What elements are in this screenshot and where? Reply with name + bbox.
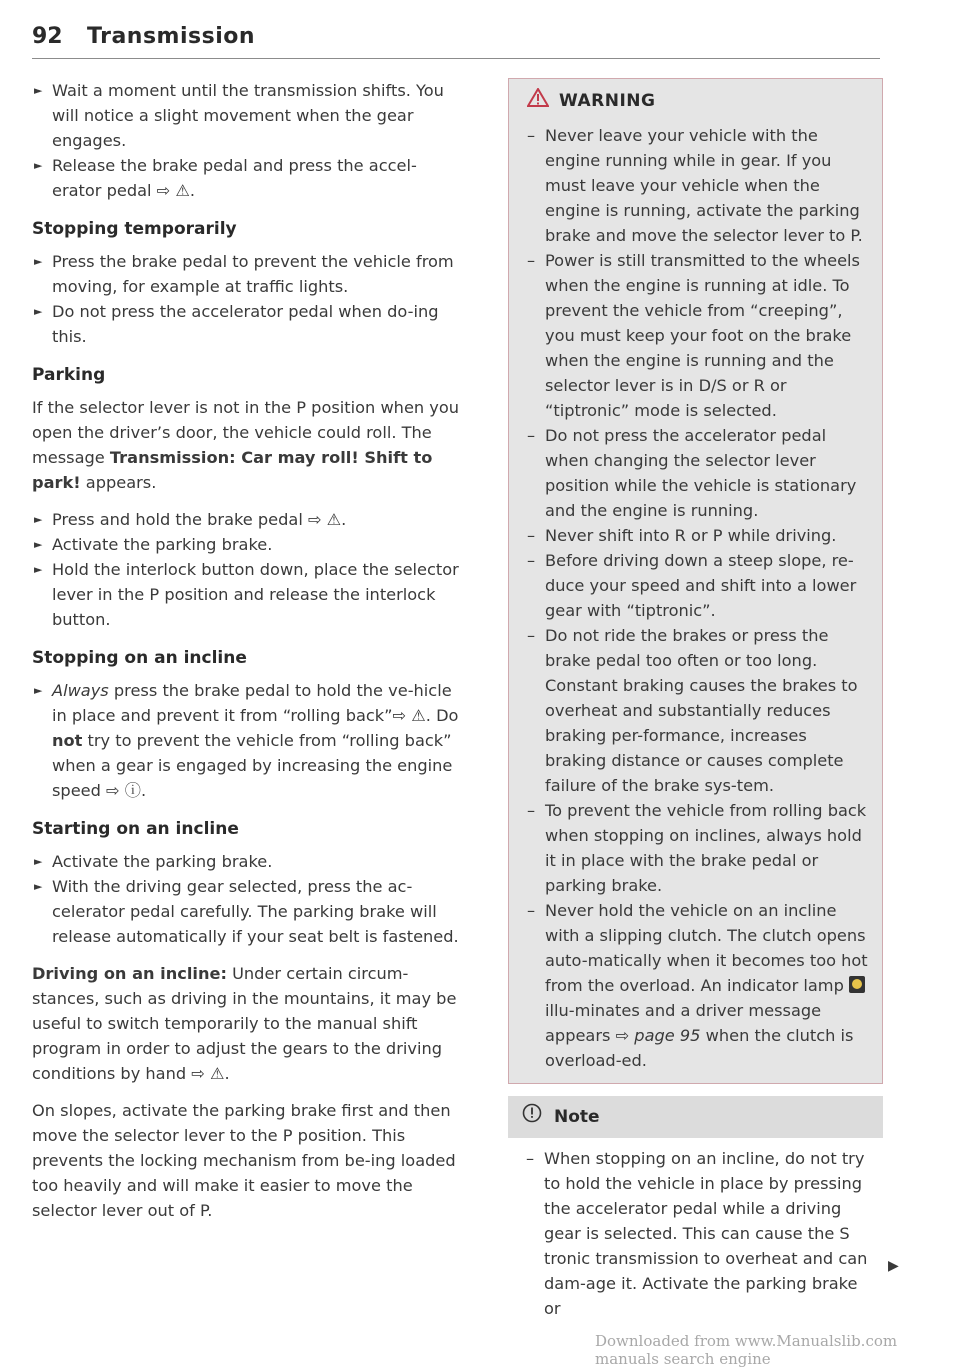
- bullet-icon: ►: [34, 84, 43, 97]
- warning-item: – Do not ride the brakes or press the brake pedal too often or too long. Constant braking causes the brakes to overheat and substantially reduces braking per-formance, increases braking distance or causes complete failure of the brake sys-tem.: [527, 626, 858, 795]
- note-body: [508, 1138, 883, 1321]
- step-item: ► With the driving gear selected, press the ac-celerator pedal carefully. The parking brake will release automatically if your seat belt is fastened.: [32, 874, 462, 949]
- warning-item: – To prevent the vehicle from rolling back when stopping on inclines, always hold it in place with the brake pedal or parking brake.: [527, 801, 867, 895]
- step-item: ► Release the brake pedal and press the accel-erator pedal ⇨ ⚠.: [32, 153, 462, 203]
- warning-box: [508, 78, 883, 1084]
- bullet-icon: ►: [34, 159, 43, 172]
- heading-parking: Parking: [32, 365, 106, 385]
- left-column: [32, 78, 462, 1223]
- driving-incline-paragraph: Driving on an incline: Under certain circum-stances, such as driving in the mountains, it may be useful to switch temporarily to the manual shift program in order to adjust the gears to the driving conditions by hand ⇨ ⚠.: [32, 964, 457, 1083]
- heading-stopping-on-incline: Stopping on an incline: [32, 648, 247, 668]
- step-item: ► Hold the interlock button down, place the selector lever in the P position and release the interlock button.: [32, 557, 462, 632]
- warning-item: – Power is still transmitted to the wheels when the engine is running at idle. To prevent the vehicle from “creeping”, you must keep your foot on the brake when the engine is running and the selector lever is in D/S or R or “tiptronic” mode is selected.: [527, 251, 860, 420]
- step-item: ► Press the brake pedal to prevent the vehicle from moving, for example at traffic lights.: [32, 249, 462, 299]
- note-title: Note: [554, 1106, 600, 1127]
- bullet-icon: ►: [34, 513, 43, 526]
- page-number: 92: [32, 24, 63, 49]
- warning-item: – Never shift into R or P while driving.: [527, 526, 837, 545]
- warning-item: – Do not press the accelerator pedal when changing the selector lever position while the vehicle is stationary and the engine is running.: [527, 426, 857, 520]
- warning-item: – Before driving down a steep slope, re-duce your speed and shift into a lower gear with “tiptronic”.: [527, 551, 857, 620]
- warning-title: WARNING: [559, 90, 656, 111]
- watermark: Downloaded from www.Manualslib.com manuals search engine: [595, 1332, 898, 1368]
- info-circle-icon: [522, 1103, 542, 1131]
- bullet-icon: ►: [34, 563, 43, 576]
- step-item: ► Press and hold the brake pedal ⇨ ⚠.: [32, 507, 462, 532]
- indicator-lamp-icon: [849, 976, 865, 993]
- section-title: Transmission: [87, 24, 256, 49]
- note-header: [508, 1096, 883, 1138]
- heading-starting-on-incline: Starting on an incline: [32, 819, 239, 839]
- step-item: ► Wait a moment until the transmission shifts. You will notice a slight movement when the gear engages.: [32, 78, 462, 153]
- bullet-icon: ►: [34, 855, 43, 868]
- bullet-icon: ►: [34, 684, 43, 697]
- bullet-icon: ►: [34, 255, 43, 268]
- warning-header: [509, 79, 882, 123]
- step-item: ► Activate the parking brake.: [32, 532, 462, 557]
- parking-paragraph: If the selector lever is not in the P position when you open the driver’s door, the vehicle could roll. The message Transmission: Car may roll! Shift to park! appears.: [32, 398, 460, 492]
- note-item: – When stopping on an incline, do not try to hold the vehicle in place by pressing the accelerator pedal while a driving gear is selected. This can cause the S tronic transmission to overheat and can dam-age it. Activate the parking brake or: [526, 1149, 868, 1318]
- step-item: ► Do not press the accelerator pedal when do-ing this.: [32, 299, 462, 349]
- step-item: ► Activate the parking brake.: [32, 849, 462, 874]
- warning-item: – Never hold the vehicle on an incline with a slipping clutch. The clutch opens auto-matically when it becomes too hot from the overload. An indicator lamp illu-minates and a driver message appears ⇨ page 95 when the clutch is overload-ed.: [527, 901, 868, 1070]
- warning-body: [509, 123, 882, 1083]
- bullet-icon: ►: [34, 305, 43, 318]
- bullet-icon: ►: [34, 538, 43, 551]
- page-link[interactable]: ⇨ page 95: [615, 1026, 701, 1045]
- warning-triangle-icon: [527, 88, 549, 115]
- slopes-paragraph: On slopes, activate the parking brake first and then move the selector lever to the P position. This prevents the locking mechanism from be-ing loaded too heavily and will make it easier to move the selector lever out of P.: [32, 1101, 456, 1220]
- bullet-icon: ►: [34, 880, 43, 893]
- continue-arrow-icon: ▶: [888, 1258, 899, 1274]
- page-header: [32, 24, 880, 59]
- step-item: ► Always press the brake pedal to hold the ve-hicle in place and prevent it from “rolling back”⇨ ⚠. Do not try to prevent the vehicle from “rolling back” when a gear is engaged by increasing the engine speed ⇨ ⓘ.: [32, 678, 462, 803]
- right-column: [508, 78, 883, 1321]
- warning-item: – Never leave your vehicle with the engine running while in gear. If you must leave your vehicle when the engine is running, activate the parking brake and move the selector lever to P.: [527, 126, 863, 245]
- heading-stopping-temporarily: Stopping temporarily: [32, 219, 237, 239]
